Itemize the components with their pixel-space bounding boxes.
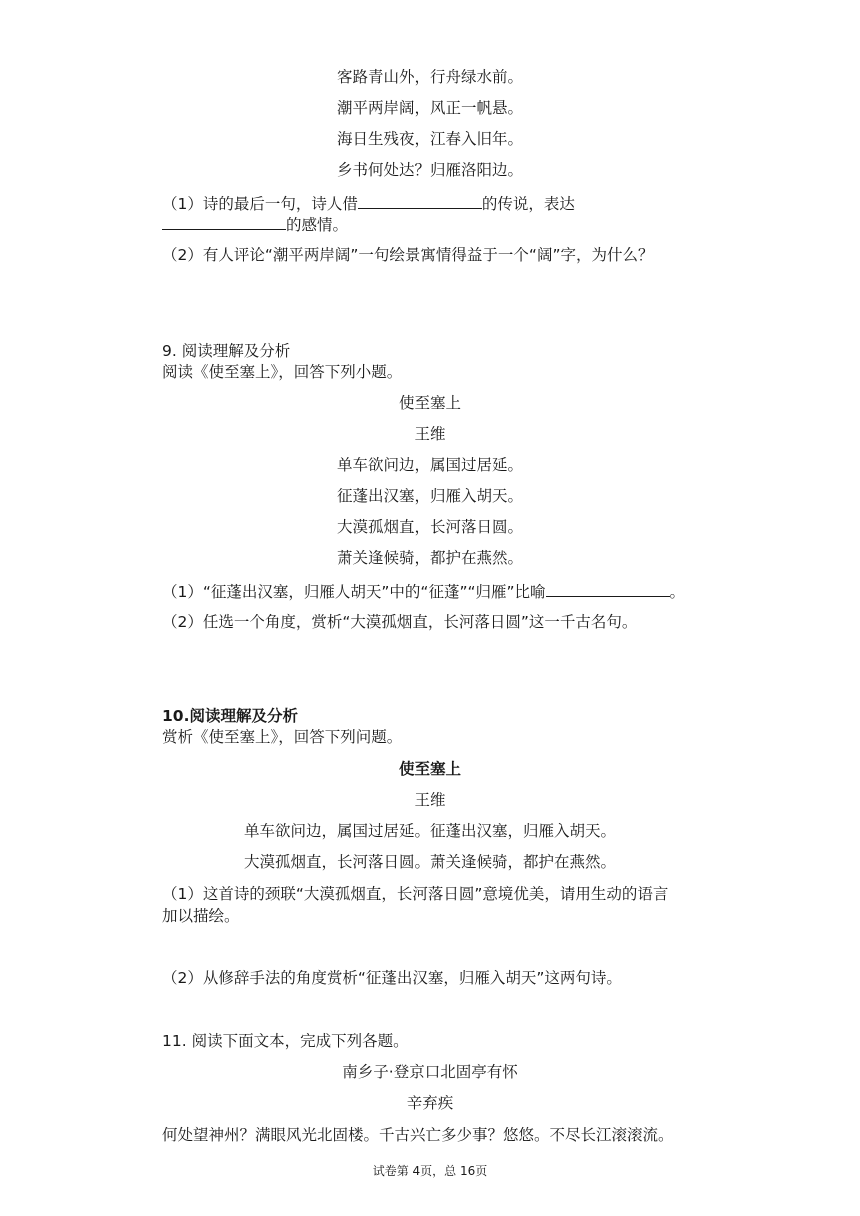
answer-blank[interactable] <box>358 192 482 209</box>
poem-line: 单车欲问边，属国过居延。征蓬出汉塞，归雁入胡天。 <box>243 822 616 840</box>
poem-line: 大漠孤烟直，长河落日圆。萧关逢候骑，都护在燕然。 <box>243 853 616 871</box>
question-8-2: （2）有人评论“潮平两岸阔”一句绘景寓情得益于一个“阔”字，为什么？ <box>162 246 654 264</box>
question-8-1-cont <box>162 213 348 235</box>
section-instruction: 赏析《使至塞上》，回答下列问题。 <box>162 728 403 746</box>
poem-line: 客路青山外，行舟绿水前。 <box>336 68 523 86</box>
question-10-1-cont: 加以描绘。 <box>162 907 240 925</box>
question-8-1 <box>162 192 575 214</box>
answer-blank[interactable] <box>162 213 286 230</box>
question-text: 的感情。 <box>286 216 349 234</box>
poem-line: 乡书何处达？归雁洛阳边。 <box>336 161 523 179</box>
question-text: （1）诗的最后一句，诗人借 <box>162 195 358 213</box>
section-heading: 11. 阅读下面文本，完成下列各题。 <box>162 1032 409 1050</box>
poem-author: 王维 <box>414 425 446 443</box>
poem-line: 海日生残夜，江春入旧年。 <box>336 130 523 148</box>
poem-line: 萧关逢候骑，都护在燕然。 <box>336 549 523 567</box>
poem-line: 征蓬出汉塞，归雁入胡天。 <box>336 487 523 505</box>
question-9-1 <box>162 580 685 602</box>
section-heading: 9. 阅读理解及分析 <box>162 342 291 360</box>
question-10-1: （1）这首诗的颈联“大漠孤烟直，长河落日圆”意境优美，请用生动的语言 <box>162 885 669 903</box>
poem-text-line: 何处望神州？满眼风光北固楼。千古兴亡多少事？悠悠。不尽长江滚滚流。 <box>162 1126 674 1144</box>
section-instruction: 阅读《使至塞上》，回答下列小题。 <box>162 363 403 381</box>
poem-author: 王维 <box>414 791 446 809</box>
poem-line: 大漠孤烟直，长河落日圆。 <box>336 518 523 536</box>
poem-line: 潮平两岸阔，风正一帆悬。 <box>336 99 523 117</box>
poem-author: 辛弃疾 <box>406 1094 454 1112</box>
question-text: 。 <box>669 583 686 601</box>
section-heading: 10.阅读理解及分析 <box>162 707 298 725</box>
question-text: 的传说，表达 <box>481 195 575 213</box>
poem-title: 使至塞上 <box>398 394 461 412</box>
answer-blank[interactable] <box>546 580 670 597</box>
page-footer: 试卷第 4页，总 16页 <box>372 1164 488 1178</box>
poem-title: 南乡子·登京口北固亭有怀 <box>342 1063 518 1081</box>
question-10-2: （2）从修辞手法的角度赏析“征蓬出汉塞，归雁入胡天”这两句诗。 <box>162 969 622 987</box>
poem-line: 单车欲问边，属国过居延。 <box>336 456 523 474</box>
poem-title: 使至塞上 <box>398 760 461 778</box>
question-9-2: （2）任选一个角度，赏析“大漠孤烟直，长河落日圆”这一千古名句。 <box>162 613 638 631</box>
question-text: （1）“征蓬出汉塞，归雁人胡天”中的“征蓬”“归雁”比喻 <box>162 583 546 601</box>
